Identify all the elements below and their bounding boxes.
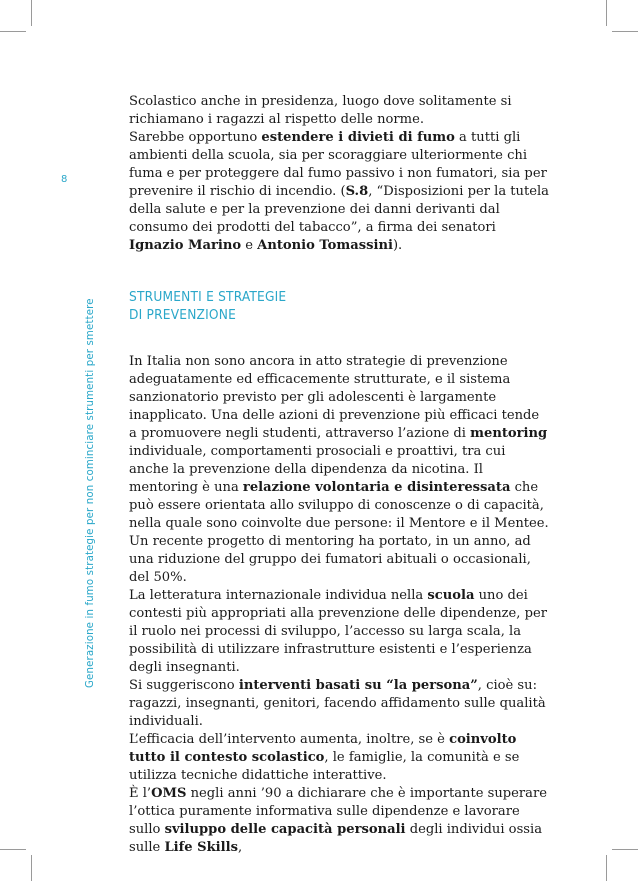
section-heading-line-1: STRUMENTI E STRATEGIE <box>129 289 287 305</box>
bold-run: interventi basati su “la persona” <box>238 678 478 693</box>
body-paragraph-3 <box>129 677 549 731</box>
crop-mark-bottom-right-h <box>612 849 638 850</box>
text-run: In Italia non sono ancora in atto strategie di prevenzione adeguatamente ed efficacemente strutturate, e il sistema sanzionatorio previsto per gli adolescenti è largamente inapplicato. Una delle azioni di prevenzione più efficaci tende a promuovere negli studenti, attraverso l’azione di <box>129 354 540 441</box>
bold-run: Ignazio Marino <box>129 238 242 253</box>
intro-paragraph-2 <box>129 129 549 255</box>
bold-run: Antonio Tomassini <box>257 238 393 253</box>
page-content <box>129 93 549 857</box>
crop-mark-bottom-left <box>31 855 32 881</box>
bold-run: coinvolto tutto il contesto scolastico <box>129 732 517 765</box>
text-run: a tutti gli ambienti della scuola, sia per scoraggiare ulteriormente chi fuma e per proteggere dal fumo passivo i non fumatori, sia per prevenire il rischio di incendio. ( <box>129 130 547 199</box>
crop-mark-top-right <box>606 0 607 26</box>
text-run: degli individui ossia sulle <box>129 822 542 855</box>
bold-run: Life Skills <box>164 840 238 855</box>
body-paragraph-5 <box>129 785 549 857</box>
running-title: Generazione in fumo strategie per non cominciare strumenti per smettere <box>85 298 96 688</box>
bold-run: relazione volontaria e disinteressata <box>242 480 511 495</box>
text-run: Sarebbe opportuno <box>129 130 262 145</box>
crop-mark-top-left <box>31 0 32 26</box>
text-run: individuale, comportamenti prosociali e proattivi, tra cui anche la prevenzione della dipendenza da nicotina. Il mentoring è una <box>129 444 506 495</box>
crop-mark-bottom-left-h <box>0 849 26 850</box>
bold-run: OMS <box>151 786 187 801</box>
page-number: 8 <box>61 174 68 185</box>
crop-mark-top-right-h <box>612 31 638 32</box>
text-run: Si suggeriscono <box>129 678 239 693</box>
text-run: uno dei contesti più appropriati alla prevenzione delle dipendenze, per il ruolo nei processi di sviluppo, l’accesso su larga scala, la possibilità di utilizzare infrastrutture esistenti e l’esperienza degli insegnanti. <box>129 588 548 675</box>
crop-mark-bottom-right <box>606 855 607 881</box>
body-paragraph-4 <box>129 731 549 785</box>
section-heading-line-2: DI PREVENZIONE <box>129 307 237 323</box>
text-run: , <box>237 840 243 855</box>
text-run: L’efficacia dell’intervento aumenta, inoltre, se è <box>129 732 450 747</box>
body-paragraph-1 <box>129 353 549 587</box>
crop-mark-top-left-h <box>0 31 26 32</box>
text-run: È l’ <box>129 786 152 801</box>
bold-run: estendere i divieti di fumo <box>261 130 455 145</box>
text-run: , “Disposizioni per la tutela della salute e per la prevenzione dei danni derivanti dal consumo dei prodotti del tabacco”, a firma dei senatori <box>129 184 549 235</box>
bold-run: scuola <box>427 588 475 603</box>
text-run: , cioè su: ragazzi, insegnanti, genitori, facendo affidamento sulle qualità individuali. <box>129 678 546 729</box>
intro-paragraph-1: Scolastico anche in presidenza, luogo dove solitamente si richiamano i ragazzi al rispetto delle norme. <box>129 94 512 127</box>
text-run: che può essere orientata allo sviluppo di conoscenze o di capacità, nella quale sono coinvolte due persone: il Mentore e il Mentee. Un recente progetto di mentoring ha portato, in un anno, ad una riduzione del gruppo dei fumatori abituali o occasionali, del 50%. <box>129 480 549 585</box>
section-heading <box>129 288 549 324</box>
bold-run: mentoring <box>470 426 548 441</box>
text-run: e <box>241 238 258 253</box>
text-run: La letteratura internazionale individua nella <box>129 588 428 603</box>
text-run: ). <box>392 238 403 253</box>
text-run: negli anni ’90 a dichiarare che è importante superare l’ottica puramente informativa sulle dipendenze e lavorare sullo <box>129 786 547 837</box>
bold-run: sviluppo delle capacità personali <box>164 822 406 837</box>
bold-run: S.8 <box>345 184 369 199</box>
body-paragraph-2 <box>129 587 549 677</box>
text-run: , le famiglie, la comunità e se utilizza tecniche didattiche interattive. <box>129 750 520 783</box>
